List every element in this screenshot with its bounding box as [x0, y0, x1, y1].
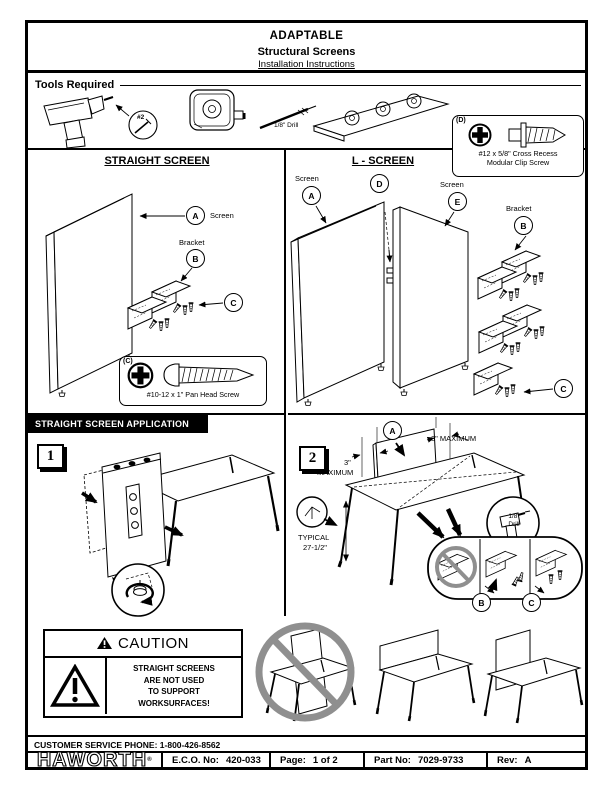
- ref-circle-a: A: [186, 206, 205, 225]
- caution-line: WORKSURFACES!: [138, 698, 210, 708]
- drill-size-label: 1/8": [508, 513, 520, 520]
- haworth-logo: [37, 749, 147, 771]
- page-number-cell: [271, 753, 365, 767]
- max-right-label: 3" MAXIMUM: [431, 434, 477, 443]
- level-icon: [308, 86, 450, 144]
- part-d-drawing: [453, 122, 583, 148]
- caution-body: [45, 658, 241, 714]
- max-left-value: 3": [344, 458, 351, 467]
- tools-heading: Tools Required: [35, 79, 115, 91]
- l-screen-drawing: [288, 150, 585, 413]
- screen-label: Screen: [440, 180, 464, 189]
- customer-service-phone: CUSTOMER SERVICE PHONE: 1-800-426-8562: [28, 735, 585, 751]
- modular-clip-screw-icon: [497, 122, 569, 148]
- ref-circle-c: C: [522, 593, 541, 612]
- ref-circle-b: B: [514, 216, 533, 235]
- part-c-callout: [119, 356, 267, 406]
- step1-desk-drawing: [62, 437, 284, 617]
- page-title: Structural Screens: [257, 46, 356, 58]
- ref-circle-d: D: [370, 174, 389, 193]
- caution-header: [45, 631, 241, 658]
- step2-desk-drawing: [288, 415, 585, 618]
- ref-circle-a: A: [383, 421, 402, 440]
- step-1-number: 1: [37, 444, 64, 469]
- product-name: ADAPTABLE: [269, 30, 344, 42]
- cross-recess-icon: [127, 362, 154, 389]
- screen-label: Screen: [295, 174, 319, 183]
- part-d-caption-line1: #12 x 5/8" Cross Recess: [478, 149, 558, 158]
- revision-cell: [488, 753, 585, 767]
- caution-section: [28, 616, 585, 735]
- caution-line: STRAIGHT SCREENS: [133, 664, 215, 673]
- part-d-caption-line2: Modular Clip Screw: [486, 157, 550, 167]
- bit-size-label: #2: [137, 114, 145, 121]
- part-d-callout: [452, 115, 584, 177]
- part-label: Part No:: [374, 754, 411, 766]
- max-left-word: MAXIMUM: [317, 468, 354, 477]
- caution-text: [107, 658, 241, 714]
- typical-label: TYPICAL: [298, 533, 330, 542]
- registered-mark: ®: [147, 757, 152, 763]
- caution-line: ARE NOT USED: [143, 675, 205, 685]
- correct-configuration-drawing-2: [478, 628, 588, 724]
- correct-configuration-drawing-1: [370, 628, 480, 724]
- rev-label: Rev:: [497, 754, 518, 766]
- page-value: 1 of 2: [312, 754, 338, 766]
- ref-circle-a: A: [302, 186, 321, 205]
- bracket-label: Bracket: [179, 238, 205, 247]
- title-block-footer: [28, 749, 585, 771]
- typical-value: 27-1/2": [303, 543, 327, 552]
- application-step2-panel: [288, 413, 585, 616]
- power-drill-icon: [34, 88, 174, 148]
- prohibited-configuration-drawing: [241, 618, 371, 730]
- cross-recess-icon: [468, 123, 492, 147]
- application-step1-panel: [28, 413, 286, 616]
- part-c-caption: #10-12 x 1" Pan Head Screw: [146, 390, 240, 399]
- drill-word-label: Drill: [508, 521, 520, 528]
- svg-text:HAWORTH: HAWORTH: [37, 749, 148, 771]
- drill-bit-label: 1/8" Drill: [274, 122, 299, 129]
- ref-circle-e: E: [448, 192, 467, 211]
- part-c-tag: (C): [123, 358, 133, 365]
- bracket-label: Bracket: [506, 204, 532, 213]
- warning-triangle-icon: [45, 658, 107, 714]
- ref-circle-c: C: [554, 379, 573, 398]
- straight-screen-section: [28, 150, 286, 413]
- ref-circle-b: B: [472, 593, 491, 612]
- brand-logo: [28, 749, 163, 771]
- application-banner: STRAIGHT SCREEN APPLICATION: [28, 415, 208, 433]
- part-c-drawing: [120, 361, 266, 389]
- eco-number-cell: [163, 753, 271, 767]
- l-screen-section: [288, 150, 585, 413]
- straight-screen-heading: STRAIGHT SCREEN: [104, 155, 210, 167]
- eco-label: E.C.O. No:: [172, 754, 219, 766]
- warning-triangle-small-icon: [97, 637, 112, 650]
- pan-head-screw-icon: [159, 361, 259, 389]
- step-2-number: 2: [299, 446, 326, 471]
- part-d-tag: (D): [456, 117, 466, 124]
- caution-title: CAUTION: [118, 635, 189, 652]
- page-label: Page:: [280, 754, 306, 766]
- part-number-cell: [365, 753, 488, 767]
- tape-measure-icon: [186, 84, 248, 138]
- eco-value: 420-033: [225, 754, 261, 766]
- caution-line: TO SUPPORT: [148, 687, 200, 696]
- ref-circle-c: C: [224, 293, 243, 312]
- title-block: [28, 23, 585, 73]
- l-screen-heading: L - SCREEN: [351, 155, 415, 167]
- ref-circle-b: B: [186, 249, 205, 268]
- caution-box: [43, 629, 243, 718]
- rev-value: A: [524, 754, 532, 766]
- screen-label: Screen: [210, 211, 234, 220]
- page-border-frame: [25, 20, 588, 770]
- part-value: 7029-9733: [417, 754, 464, 766]
- page-subtitle: Installation Instructions: [258, 59, 355, 70]
